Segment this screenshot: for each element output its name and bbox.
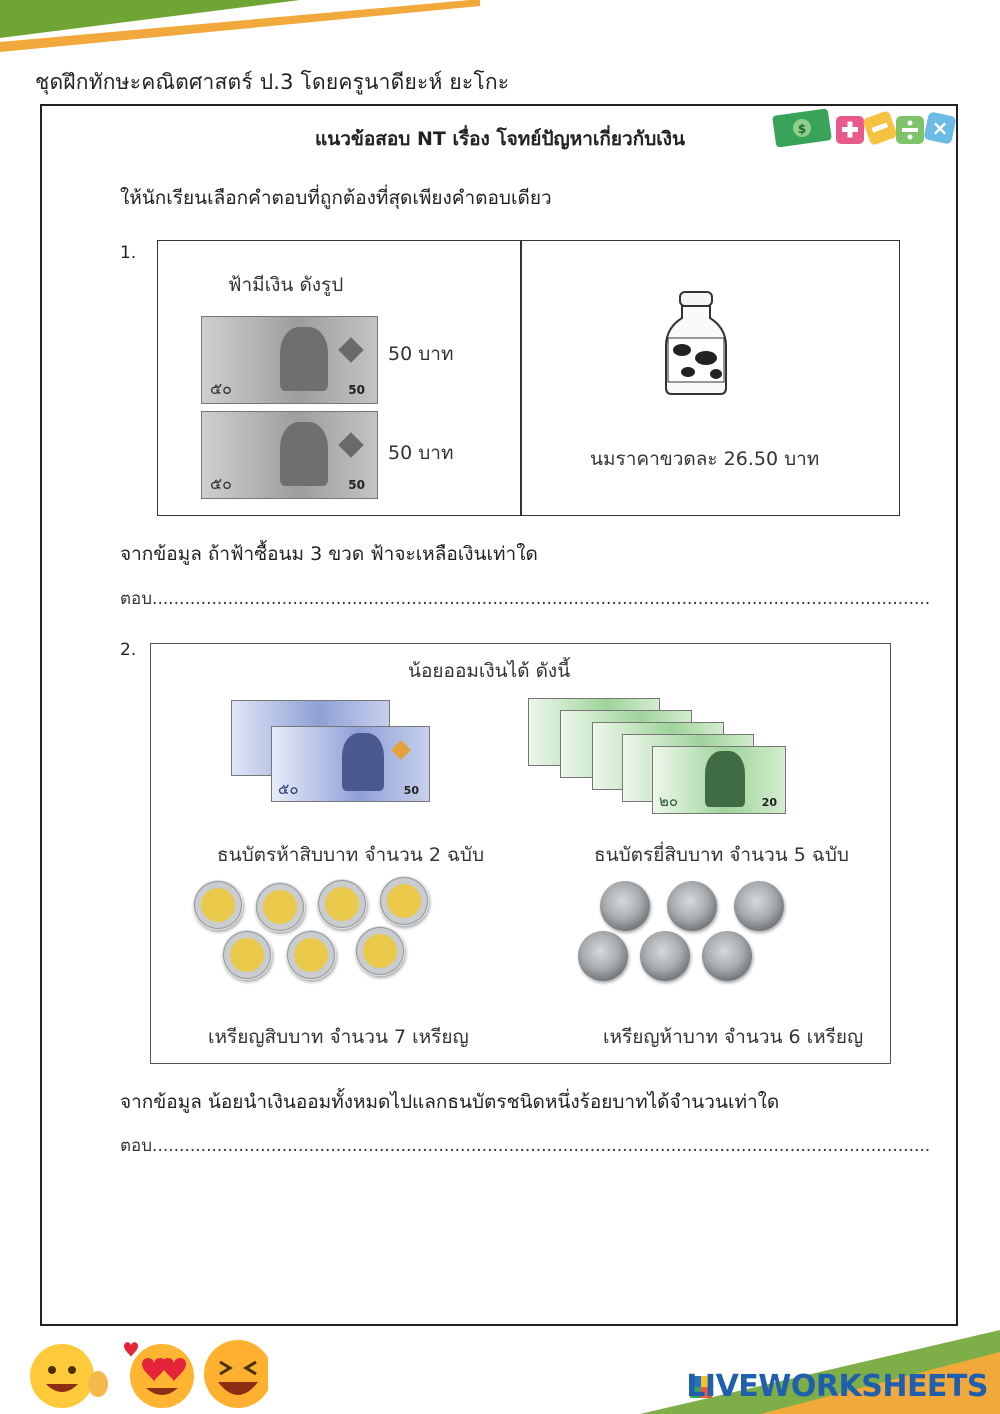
caption-fifty-notes: ธนบัตรห้าสิบบาท จำนวน 2 ฉบับ (217, 844, 485, 866)
note-2-value: 50 บาท (388, 442, 454, 464)
ten-baht-coin (193, 880, 243, 930)
instruction-text: ให้นักเรียนเลือกคำตอบที่ถูกต้องที่สุดเพียงคำตอบเดียว (120, 187, 552, 209)
five-baht-coin (734, 881, 784, 931)
ten-baht-coin (355, 926, 405, 976)
five-baht-coin (667, 881, 717, 931)
ten-baht-coin (317, 879, 367, 929)
question-1-number: 1. (120, 243, 137, 263)
five-baht-coin (578, 931, 628, 981)
top-decoration (0, 0, 480, 52)
emoji-icon (18, 1334, 268, 1412)
question-2-answer-line[interactable]: ตอบ................................................................................................................................................ (120, 1136, 931, 1156)
five-baht-coin (702, 931, 752, 981)
caption-ten-coins: เหรียญสิบบาท จำนวน 7 เหรียญ (208, 1026, 469, 1048)
svg-text:$: $ (797, 122, 807, 136)
worksheet-header-title: ชุดฝึกทักษะคณิตศาสตร์ ป.3 โดยครูนาดียะห์ ยะโกะ (35, 70, 510, 94)
q1-money-caption: ฟ้ามีเงิน ดังรูป (228, 274, 344, 296)
question-2-number: 2. (120, 640, 137, 660)
caption-five-coins: เหรียญห้าบาท จำนวน 6 เหรียญ (603, 1026, 864, 1048)
milk-price-caption: นมราคาขวดละ 26.50 บาท (590, 448, 820, 470)
brand-logo-text[interactable]: LIVEWORKSHEETS (686, 1369, 988, 1404)
five-baht-coin (640, 931, 690, 981)
fifty-baht-note-1: ๕๐ 50 (201, 316, 378, 404)
five-baht-coin (600, 881, 650, 931)
twenty-baht-note-5: ๒๐ 20 (652, 746, 786, 814)
question-1-text: จากข้อมูล ถ้าฟ้าซื้อนม 3 ขวด ฟ้าจะเหลือเงินเท่าใด (120, 543, 538, 565)
question-1-divider (520, 240, 522, 516)
question-2-text: จากข้อมูล น้อยนำเงินออมทั้งหมดไปแลกธนบัตรชนิดหนึ่งร้อยบาทได้จำนวนเท่าใด (120, 1091, 780, 1113)
svg-text:×: × (931, 116, 949, 140)
caption-twenty-notes: ธนบัตรยี่สิบบาท จำนวน 5 ฉบับ (594, 844, 849, 866)
ten-baht-coin (286, 930, 336, 980)
ten-baht-coin (222, 930, 272, 980)
fifty-baht-note-front: ๕๐ 50 (271, 726, 430, 802)
ten-baht-coin (379, 876, 429, 926)
ten-baht-coin (255, 882, 305, 932)
note-1-value: 50 บาท (388, 343, 454, 365)
q2-box-title: น้อยออมเงินได้ ดังนี้ (408, 660, 571, 682)
fifty-baht-note-2: ๕๐ 50 (201, 411, 378, 499)
sheet-title: แนวข้อสอบ NT เรื่อง โจทย์ปัญหาเกี่ยวกับเงิน (314, 128, 686, 150)
question-1-answer-line[interactable]: ตอบ................................................................................................................................................ (120, 589, 931, 609)
milk-bottle-icon (660, 288, 732, 398)
